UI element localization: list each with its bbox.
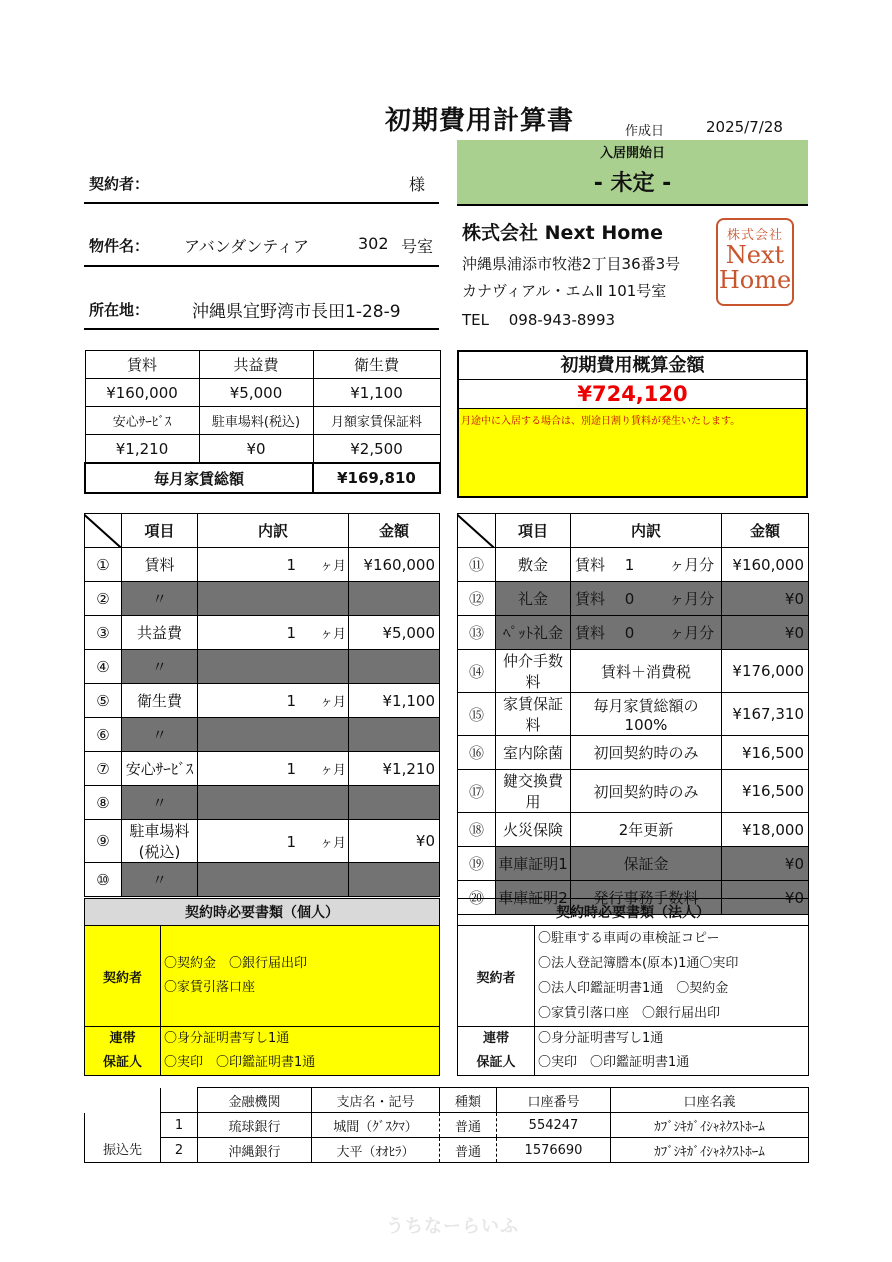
holder-header: 口座名義	[611, 1088, 809, 1113]
amount-value: ¥0	[722, 582, 809, 616]
detail-cell: 初回契約時のみ	[571, 736, 722, 770]
amount-value: ¥0	[722, 881, 809, 915]
docs-personal-title: 契約時必要書類（個人）	[85, 899, 440, 926]
detail-cell: 賃料＋消費税	[571, 650, 722, 693]
amount-value	[349, 863, 440, 897]
item-header: 項目	[122, 514, 198, 548]
detail-cell: 初回契約時のみ	[571, 770, 722, 813]
cost-row	[85, 616, 440, 650]
item-name: 〃	[122, 650, 198, 684]
detail-header: 内訳	[571, 514, 722, 548]
bank-name: 琉球銀行	[198, 1113, 312, 1138]
guarantor-label-1: 連帯	[109, 1031, 136, 1046]
amount-value: ¥18,000	[722, 813, 809, 847]
row-number: ⑱	[458, 813, 496, 847]
sanitation-fee-header: 衛生費	[313, 351, 440, 379]
amount-header: 金額	[349, 514, 440, 548]
amount-value	[349, 582, 440, 616]
account-number: 554247	[497, 1113, 611, 1138]
detail-cell	[198, 786, 349, 820]
cost-row	[458, 813, 809, 847]
guarantor-label-2: 保証人	[476, 1055, 516, 1070]
estimate-box	[457, 350, 808, 498]
item-name: 駐車場料(税込)	[122, 820, 198, 863]
docs-line: 〇契約金 〇銀行届出印	[164, 956, 308, 971]
item-name: 家賃保証料	[496, 693, 571, 736]
account-header: 口座番号	[497, 1088, 611, 1113]
months-unit: ヶ月	[319, 627, 346, 642]
docs-corporate-contractor-label: 契約者	[458, 926, 535, 1027]
estimate-note: 月途中に入居する場合は、別途日割り賃料が発生いたします。	[459, 409, 806, 496]
docs-line: 〇家賃引落口座 〇銀行届出印	[538, 1006, 721, 1021]
item-name: ﾍﾟｯﾄ礼金	[496, 616, 571, 650]
cost-table-right	[457, 513, 809, 915]
branch-name: 城間（ｸﾞｽｸﾏ）	[312, 1113, 440, 1138]
blank-cell	[161, 1088, 198, 1113]
detail-cell: 賃料 0 ヶ月分	[571, 582, 722, 616]
bank-header: 金融機関	[198, 1088, 312, 1113]
common-fee-header: 共益費	[199, 351, 313, 379]
anshin-service-header: 安心ｻｰﾋﾞｽ	[85, 407, 199, 435]
type-header: 種類	[440, 1088, 497, 1113]
docs-personal-contractor-label: 契約者	[85, 926, 161, 1027]
rent-value: ¥160,000	[85, 379, 199, 407]
parking-fee-value: ¥0	[199, 435, 313, 464]
months-unit: ヶ月	[319, 695, 346, 710]
docs-corporate-guarantor-items	[535, 1027, 809, 1076]
account-number: 1576690	[497, 1138, 611, 1163]
item-name: 室内除菌	[496, 736, 571, 770]
item-name: 礼金	[496, 582, 571, 616]
detail-cell: 賃料 1 ヶ月分	[571, 548, 722, 582]
monthly-total-label: 毎月家賃総額	[85, 463, 313, 493]
cost-row	[85, 650, 440, 684]
amount-value: ¥0	[722, 616, 809, 650]
detail-cell	[198, 650, 349, 684]
seal-top-text: 株式会社	[726, 228, 783, 243]
transfer-label: 振込先	[85, 1113, 161, 1163]
item-header: 項目	[496, 514, 571, 548]
amount-value: ¥0	[349, 820, 440, 863]
detail-cell: 賃料 0 ヶ月分	[571, 616, 722, 650]
detail-cell	[198, 582, 349, 616]
company-address: 沖縄県浦添市牧港2丁目36番3号	[462, 255, 681, 273]
corner-cell	[458, 514, 496, 548]
months-qty: 1	[286, 624, 296, 642]
page-title: 初期費用計算書	[385, 106, 575, 136]
bank-name: 沖縄銀行	[198, 1138, 312, 1163]
cost-row	[85, 684, 440, 718]
amount-value: ¥1,100	[349, 684, 440, 718]
address-label: 所在地：	[89, 301, 150, 319]
cost-row	[458, 847, 809, 881]
docs-corporate-title: 契約時必要書類（法人）	[458, 899, 809, 926]
amount-value: ¥16,500	[722, 736, 809, 770]
item-name: 衛生費	[122, 684, 198, 718]
account-type: 普通	[440, 1138, 497, 1163]
row-number: ⑤	[85, 684, 122, 718]
cost-row	[458, 693, 809, 736]
docs-personal-guarantor-items	[161, 1027, 440, 1076]
months-qty: 1	[286, 692, 296, 710]
months-unit: ヶ月	[319, 559, 346, 574]
amount-header: 金額	[722, 514, 809, 548]
detail-cell	[198, 863, 349, 897]
anshin-service-value: ¥1,210	[85, 435, 199, 464]
account-holder: ｶﾌﾞｼｷｶﾞｲｼｬﾈｸｽﾄﾎｰﾑ	[611, 1138, 809, 1163]
months-qty: 1	[286, 556, 296, 574]
amount-value: ¥160,000	[349, 548, 440, 582]
rent-guarantee-header: 月額家賃保証料	[313, 407, 440, 435]
row-number: ⑯	[458, 736, 496, 770]
bank-row-no: 1	[161, 1113, 198, 1138]
docs-line: 〇実印 〇印鑑証明書1通	[164, 1055, 316, 1070]
cost-row	[458, 650, 809, 693]
amount-value: ¥167,310	[722, 693, 809, 736]
row-number: ⑳	[458, 881, 496, 915]
row-number: ⑭	[458, 650, 496, 693]
created-date: 2025/7/28	[706, 118, 783, 136]
movein-value: - 未定 -	[593, 171, 672, 196]
row-number: ⑰	[458, 770, 496, 813]
property-label: 物件名：	[89, 237, 150, 255]
item-name: 敷金	[496, 548, 571, 582]
docs-line: 〇家賃引落口座	[164, 980, 256, 995]
cost-row	[85, 718, 440, 752]
movein-label: 入居開始日	[599, 146, 665, 161]
monthly-total-value: ¥169,810	[313, 463, 440, 493]
detail-cell	[198, 752, 349, 786]
branch-name: 大平（ｵｵﾋﾗ）	[312, 1138, 440, 1163]
row-number: ⑨	[85, 820, 122, 863]
guarantor-label-1: 連帯	[482, 1031, 509, 1046]
seal-line2: Home	[718, 266, 792, 294]
monthly-rent-table	[84, 350, 441, 494]
address-row	[84, 290, 439, 330]
detail-cell	[198, 548, 349, 582]
room-number: 302	[358, 234, 389, 253]
company-name: 株式会社 Next Home	[462, 222, 663, 244]
branch-header: 支店名・記号	[312, 1088, 440, 1113]
docs-line: 〇法人登記簿謄本(原本)1通〇実印	[538, 956, 739, 971]
sanitation-fee-value: ¥1,100	[313, 379, 440, 407]
property-name: アバンダンティア	[184, 237, 309, 256]
item-name: 〃	[122, 786, 198, 820]
item-name: 車庫証明1	[496, 847, 571, 881]
item-name: 共益費	[122, 616, 198, 650]
amount-value: ¥160,000	[722, 548, 809, 582]
property-row	[84, 225, 439, 267]
months-unit: ヶ月	[319, 835, 346, 851]
row-number: ⑫	[458, 582, 496, 616]
docs-corporate-guarantor-label	[458, 1027, 535, 1076]
row-number: ②	[85, 582, 122, 616]
docs-line: 〇身分証明書写し1通	[538, 1031, 664, 1046]
detail-cell: 保証金	[571, 847, 722, 881]
corner-cell	[85, 514, 122, 548]
item-name: 賃料	[122, 548, 198, 582]
cost-row	[85, 752, 440, 786]
blank-cell	[85, 1088, 161, 1113]
item-name: 火災保険	[496, 813, 571, 847]
detail-cell	[198, 718, 349, 752]
detail-cell	[198, 616, 349, 650]
contractor-label: 契約者：	[89, 175, 150, 193]
months-unit: ヶ月	[319, 763, 346, 778]
docs-line: 〇実印 〇印鑑証明書1通	[538, 1055, 690, 1070]
estimate-amount: ¥724,120	[459, 380, 806, 409]
detail-header: 内訳	[198, 514, 349, 548]
cost-table-left	[84, 513, 440, 897]
amount-value: ¥5,000	[349, 616, 440, 650]
created-label: 作成日	[625, 124, 665, 139]
row-number: ①	[85, 548, 122, 582]
row-number: ⑪	[458, 548, 496, 582]
row-number: ⑦	[85, 752, 122, 786]
company-seal	[716, 218, 794, 306]
docs-corporate-contractor-items	[535, 926, 809, 1027]
account-type: 普通	[440, 1113, 497, 1138]
item-name: 〃	[122, 863, 198, 897]
parking-fee-header: 駐車場料(税込)	[199, 407, 313, 435]
cost-row	[458, 582, 809, 616]
contractor-suffix: 様	[409, 175, 426, 194]
estimate-title: 初期費用概算金額	[459, 352, 806, 380]
docs-personal-guarantor-label	[85, 1027, 161, 1076]
item-name: 車庫証明2	[496, 881, 571, 915]
cost-row	[85, 548, 440, 582]
docs-line: 〇身分証明書写し1通	[164, 1031, 290, 1046]
months-qty: 1	[286, 760, 296, 778]
amount-value: ¥1,210	[349, 752, 440, 786]
seal-line1: Next	[725, 241, 785, 269]
room-suffix: 号室	[401, 237, 434, 256]
footer-logo: うちなーらいふ	[386, 1216, 519, 1237]
item-name: 安心ｻｰﾋﾞｽ	[122, 752, 198, 786]
detail-cell: 2年更新	[571, 813, 722, 847]
docs-line: 〇法人印鑑証明書1通 〇契約金	[538, 981, 729, 996]
item-name: 仲介手数料	[496, 650, 571, 693]
cost-row	[458, 736, 809, 770]
row-number: ③	[85, 616, 122, 650]
row-number: ⑥	[85, 718, 122, 752]
row-number: ④	[85, 650, 122, 684]
row-number: ⑲	[458, 847, 496, 881]
item-name: 鍵交換費用	[496, 770, 571, 813]
company-building: カナヴィアル・エムⅡ 101号室	[462, 282, 667, 300]
detail-cell	[198, 820, 349, 863]
account-holder: ｶﾌﾞｼｷｶﾞｲｼｬﾈｸｽﾄﾎｰﾑ	[611, 1113, 809, 1138]
amount-value: ¥16,500	[722, 770, 809, 813]
rent-guarantee-value: ¥2,500	[313, 435, 440, 464]
company-tel: TEL 098-943-8993	[462, 311, 616, 329]
amount-value: ¥176,000	[722, 650, 809, 693]
bank-transfer-table	[84, 1087, 809, 1163]
cost-row	[85, 786, 440, 820]
docs-line: 〇駐車する車両の車検証コピー	[538, 931, 720, 946]
amount-value	[349, 650, 440, 684]
detail-cell: 発行事務手数料	[571, 881, 722, 915]
row-number: ⑩	[85, 863, 122, 897]
amount-value	[349, 718, 440, 752]
required-docs-personal	[84, 898, 440, 1076]
movein-box	[457, 140, 808, 206]
amount-value	[349, 786, 440, 820]
item-name: 〃	[122, 582, 198, 616]
rent-header: 賃料	[85, 351, 199, 379]
cost-row	[458, 770, 809, 813]
amount-value: ¥0	[722, 847, 809, 881]
months-qty: 1	[286, 832, 296, 851]
common-fee-value: ¥5,000	[199, 379, 313, 407]
cost-row	[85, 582, 440, 616]
detail-cell	[198, 684, 349, 718]
docs-personal-contractor-items	[161, 926, 440, 1027]
contractor-row	[84, 165, 439, 204]
required-docs-corporate	[457, 898, 809, 1076]
row-number: ⑧	[85, 786, 122, 820]
guarantor-label-2: 保証人	[102, 1055, 142, 1070]
cost-row	[85, 820, 440, 863]
row-number: ⑮	[458, 693, 496, 736]
cost-row	[85, 863, 440, 897]
cost-row	[458, 548, 809, 582]
item-name: 〃	[122, 718, 198, 752]
bank-row-no: 2	[161, 1138, 198, 1163]
property-address: 沖縄県宜野湾市長田1-28-9	[192, 302, 401, 322]
row-number: ⑬	[458, 616, 496, 650]
cost-row	[458, 616, 809, 650]
detail-cell: 毎月家賃総額の 100%	[571, 693, 722, 736]
